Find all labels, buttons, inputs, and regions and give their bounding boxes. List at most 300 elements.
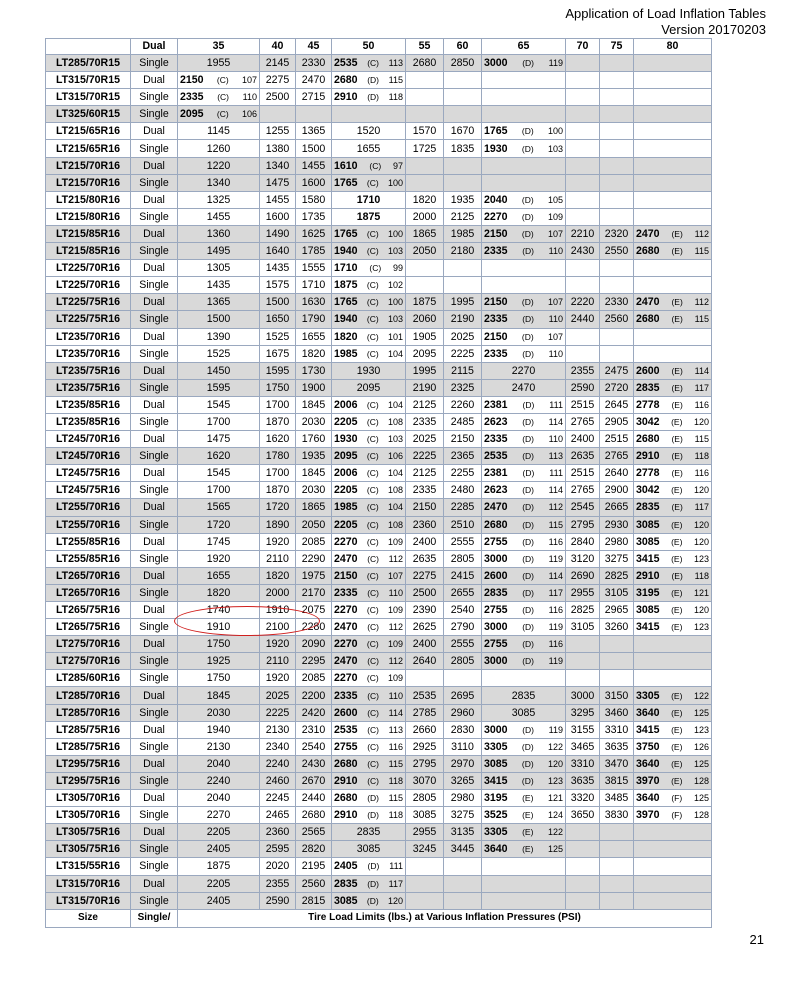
load-cell-50 [332,123,406,140]
load-value: 2125 [412,467,437,480]
load-range: (C) [366,673,379,684]
load-cell-50 [332,584,406,601]
load-index: 97 [392,160,403,171]
load-index: 112 [694,228,709,239]
load-value: 3650 [570,809,595,822]
table-row [46,841,712,858]
load-index: 120 [547,758,563,769]
load-cell-45 [296,396,332,413]
load-cell-45 [296,294,332,311]
load-cell-35 [178,584,260,601]
load-cell-35 [178,824,260,841]
load-cell-75 [600,721,634,738]
load-range: (E) [671,741,683,752]
load-cell-55 [406,670,444,687]
load-value: 2150 [180,74,204,87]
load-cell-60 [444,516,482,533]
load-cell-35 [178,208,260,225]
load-value: 1975 [301,569,326,582]
load-value: 1435 [206,279,231,292]
load-cell-55 [406,277,444,294]
load-value: 2405 [334,860,358,873]
load-cell-75 [600,260,634,277]
load-index: 128 [693,810,709,821]
load-index: 107 [547,331,563,342]
load-cell-70 [566,89,600,106]
load-cell-60 [444,55,482,72]
load-index: 114 [694,365,709,376]
load-cell-65 [482,362,566,379]
load-range: (D) [522,58,535,69]
load-index: 109 [387,536,403,547]
load-cell-55 [406,584,444,601]
load-value: 3830 [604,809,629,822]
load-range: (C) [367,553,380,564]
load-cell-55 [406,157,444,174]
load-value: 2480 [450,484,475,497]
load-cell-80 [634,243,712,260]
load-value: 2150 [484,227,508,240]
load-value: 2840 [570,535,595,548]
tire-size-cell: LT255/70R16 [46,499,131,516]
load-cell-70 [566,687,600,704]
load-cell-80 [634,345,712,362]
load-cell-55 [406,140,444,157]
load-value: 3310 [570,757,595,770]
load-value: 1750 [265,381,290,394]
load-cell-75 [600,362,634,379]
load-cell-80 [634,191,712,208]
load-cell-40 [260,619,296,636]
load-cell-75 [600,516,634,533]
load-value: 1820 [334,330,358,343]
table-row [46,892,712,909]
load-index: 99 [392,263,403,274]
usage-cell: Single [131,89,178,106]
load-cell-80 [634,499,712,516]
load-cell-70 [566,294,600,311]
load-value: 2340 [265,740,290,753]
load-value: 2680 [636,245,660,258]
load-cell-35 [178,567,260,584]
load-value: 2640 [604,467,629,480]
usage-cell: Dual [131,824,178,841]
load-value: 2470 [334,552,358,565]
load-value: 2690 [570,569,595,582]
load-cell-40 [260,482,296,499]
load-cell-55 [406,875,444,892]
load-cell-55 [406,841,444,858]
load-cell-45 [296,584,332,601]
load-value: 1920 [265,535,290,548]
load-cell-35 [178,602,260,619]
load-value: 2835 [636,501,660,514]
load-cell-75 [600,533,634,550]
load-cell-60 [444,738,482,755]
load-range: (C) [366,246,379,257]
load-value: 1390 [206,330,231,343]
load-index: 116 [694,399,709,410]
tire-size-cell: LT315/55R16 [46,858,131,875]
load-cell-55 [406,55,444,72]
load-index: 103 [387,434,403,445]
load-cell-40 [260,140,296,157]
load-value: 2460 [265,774,290,787]
load-cell-80 [634,619,712,636]
load-range: (C) [366,639,379,650]
load-value: 2270 [511,364,536,377]
load-cell-80 [634,482,712,499]
load-value: 3460 [604,706,629,719]
load-cell-45 [296,448,332,465]
load-value: 3105 [604,586,629,599]
load-value: 1925 [206,655,231,668]
tire-size-cell: LT285/70R15 [46,55,131,72]
load-cell-80 [634,72,712,89]
load-cell-50 [332,379,406,396]
load-cell-45 [296,225,332,242]
load-value: 2835 [334,877,358,890]
load-cell-75 [600,448,634,465]
load-cell-65 [482,106,566,123]
load-value: 2670 [301,774,326,787]
load-value: 2475 [604,364,629,377]
load-value: 2485 [450,416,475,429]
load-cell-75 [600,841,634,858]
load-cell-70 [566,123,600,140]
load-value: 3750 [636,740,660,753]
load-value: 2595 [265,843,290,856]
load-range: (D) [522,485,535,496]
load-cell-75 [600,208,634,225]
load-value: 2400 [412,535,437,548]
usage-cell: Single [131,379,178,396]
load-value: 2720 [604,381,629,394]
load-value: 2625 [412,621,437,634]
load-range: (E) [671,468,683,479]
load-cell-60 [444,311,482,328]
tire-size-cell: LT225/70R16 [46,260,131,277]
load-range: (D) [522,724,535,735]
load-cell-75 [600,345,634,362]
load-cell-40 [260,396,296,413]
load-cell-40 [260,892,296,909]
load-cell-35 [178,721,260,738]
load-cell-80 [634,140,712,157]
load-value: 3000 [570,689,595,702]
load-cell-80 [634,892,712,909]
load-range: (E) [671,622,683,633]
load-value: 1700 [206,484,231,497]
load-cell-55 [406,602,444,619]
load-cell-80 [634,738,712,755]
load-value: 1760 [301,433,326,446]
load-range: (D) [521,741,534,752]
load-cell-45 [296,499,332,516]
load-cell-65 [482,225,566,242]
tire-size-cell: LT215/65R16 [46,140,131,157]
load-value: 2225 [450,347,475,360]
table-row [46,413,712,430]
load-index: 114 [548,485,563,496]
load-cell-65 [482,379,566,396]
load-value: 1475 [206,433,231,446]
tire-size-cell: LT215/70R16 [46,174,131,191]
load-value: 3085 [484,757,508,770]
load-cell-35 [178,140,260,157]
load-value: 2335 [484,313,508,326]
load-cell-50 [332,106,406,123]
load-value: 1740 [206,604,231,617]
load-index: 114 [388,707,403,718]
load-cell-45 [296,824,332,841]
load-cell-65 [482,55,566,72]
load-value: 2555 [450,638,475,651]
load-range: (E) [671,519,683,530]
load-cell-60 [444,482,482,499]
usage-cell: Dual [131,602,178,619]
load-cell-55 [406,755,444,772]
document-title: Application of Load Inflation Tables [565,6,766,21]
load-value: 2765 [570,484,595,497]
load-range: (D) [521,143,534,154]
load-cell-70 [566,225,600,242]
load-cell-55 [406,721,444,738]
load-index: 118 [694,570,709,581]
load-cell-60 [444,533,482,550]
load-cell-65 [482,584,566,601]
load-value: 2000 [265,586,290,599]
load-value: 1545 [206,398,231,411]
load-value: 3110 [451,740,474,753]
load-index: 114 [548,417,563,428]
load-value: 2965 [604,604,629,617]
load-cell-50 [332,431,406,448]
load-cell-50 [332,892,406,909]
table-row [46,328,712,345]
load-value: 2910 [334,774,358,787]
load-value: 2095 [180,108,204,121]
load-cell-40 [260,670,296,687]
load-cell-70 [566,448,600,465]
table-row [46,704,712,721]
load-cell-60 [444,191,482,208]
load-cell-50 [332,55,406,72]
load-value: 2560 [301,877,326,890]
load-value: 1145 [207,125,230,138]
load-range: (C) [366,177,379,188]
load-cell-60 [444,413,482,430]
load-range: (C) [367,741,380,752]
load-value: 2030 [301,416,326,429]
load-cell-45 [296,533,332,550]
load-value: 2470 [484,501,508,514]
table-row [46,191,712,208]
load-value: 2790 [450,621,475,634]
load-index: 111 [549,399,563,410]
load-range: (C) [366,399,379,410]
load-value: 1930 [356,364,381,377]
load-range: (D) [522,656,535,667]
col-header-55: 55 [406,39,444,55]
load-value: 2925 [412,740,437,753]
load-value: 2680 [334,792,358,805]
load-index: 104 [387,399,403,410]
load-value: 3085 [636,518,660,531]
load-cell-75 [600,499,634,516]
load-index: 108 [387,519,403,530]
load-value: 3305 [636,689,660,702]
load-value: 2660 [412,723,437,736]
col-header-80: 80 [634,39,712,55]
load-cell-65 [482,123,566,140]
load-cell-65 [482,413,566,430]
load-value: 2210 [570,227,595,240]
load-value: 2205 [206,877,231,890]
usage-cell: Dual [131,636,178,653]
load-index: 119 [548,553,563,564]
load-cell-70 [566,311,600,328]
load-cell-70 [566,277,600,294]
load-range: (E) [671,434,683,445]
load-range: (D) [522,519,535,530]
load-index: 110 [548,348,563,359]
load-value: 2755 [484,638,508,651]
load-value: 1700 [206,416,231,429]
load-range: (D) [367,810,380,821]
load-value: 2755 [484,604,508,617]
load-value: 2600 [636,364,660,377]
load-value: 2835 [356,826,381,839]
load-cell-65 [482,140,566,157]
load-cell-60 [444,619,482,636]
load-cell-40 [260,311,296,328]
load-value: 2765 [604,450,629,463]
load-cell-40 [260,362,296,379]
load-cell-80 [634,772,712,789]
load-value: 1220 [206,159,231,172]
tire-size-cell: LT295/75R16 [46,755,131,772]
load-cell-50 [332,602,406,619]
load-value: 2205 [334,416,358,429]
load-value: 2623 [484,416,508,429]
load-value: 2565 [301,826,326,839]
load-index: 107 [241,75,257,86]
load-cell-45 [296,670,332,687]
load-value: 2225 [265,706,290,719]
load-cell-45 [296,174,332,191]
load-range: (D) [521,228,534,239]
load-cell-50 [332,396,406,413]
tire-size-cell: LT305/70R16 [46,790,131,807]
load-cell-50 [332,362,406,379]
load-cell-45 [296,567,332,584]
load-cell-55 [406,619,444,636]
load-value: 2755 [334,740,358,753]
load-cell-40 [260,328,296,345]
load-value: 2115 [451,364,474,377]
load-value: 2680 [334,757,358,770]
load-cell-35 [178,533,260,550]
load-value: 1765 [484,125,508,138]
load-index: 113 [548,451,563,462]
tire-size-cell: LT315/70R15 [46,72,131,89]
load-cell-65 [482,396,566,413]
load-value: 3085 [356,843,381,856]
load-range: (D) [522,246,535,257]
table-row [46,772,712,789]
load-cell-45 [296,379,332,396]
load-cell-50 [332,72,406,89]
load-index: 120 [693,485,709,496]
load-value: 1475 [265,176,290,189]
load-value: 2755 [484,535,508,548]
load-cell-50 [332,858,406,875]
load-cell-40 [260,841,296,858]
load-cell-45 [296,892,332,909]
load-cell-45 [296,602,332,619]
load-index: 105 [547,194,563,205]
load-index: 120 [693,519,709,530]
load-value: 2680 [412,57,437,70]
load-cell-35 [178,311,260,328]
load-cell-65 [482,260,566,277]
tire-size-cell: LT305/70R16 [46,807,131,824]
load-cell-35 [178,243,260,260]
load-cell-45 [296,482,332,499]
load-value: 1620 [265,433,290,446]
load-cell-80 [634,516,712,533]
load-value: 3970 [636,774,660,787]
load-cell-70 [566,892,600,909]
load-value: 2145 [265,57,290,70]
load-cell-60 [444,379,482,396]
tire-size-cell: LT215/70R16 [46,157,131,174]
load-index: 118 [388,775,403,786]
load-value: 1730 [301,364,326,377]
load-cell-40 [260,567,296,584]
load-value: 2095 [412,347,437,360]
load-value: 2381 [484,467,508,480]
load-range: (E) [522,827,534,838]
load-cell-35 [178,225,260,242]
load-index: 114 [548,570,563,581]
table-row [46,157,712,174]
load-index: 120 [693,417,709,428]
load-value: 3085 [636,604,660,617]
load-value: 1750 [206,638,231,651]
load-value: 3465 [570,740,595,753]
load-index: 110 [548,434,563,445]
load-value: 2400 [412,638,437,651]
tire-size-cell: LT315/70R16 [46,892,131,909]
load-value: 1655 [301,330,326,343]
load-index: 124 [547,810,563,821]
load-cell-35 [178,550,260,567]
load-value: 2500 [412,586,437,599]
load-cell-60 [444,875,482,892]
load-value: 2910 [636,450,660,463]
load-value: 2805 [450,655,475,668]
load-index: 115 [388,793,403,804]
usage-cell: Dual [131,687,178,704]
load-cell-75 [600,738,634,755]
load-cell-65 [482,670,566,687]
load-range: (F) [671,793,683,804]
load-index: 125 [693,758,709,769]
load-cell-60 [444,208,482,225]
load-cell-80 [634,448,712,465]
